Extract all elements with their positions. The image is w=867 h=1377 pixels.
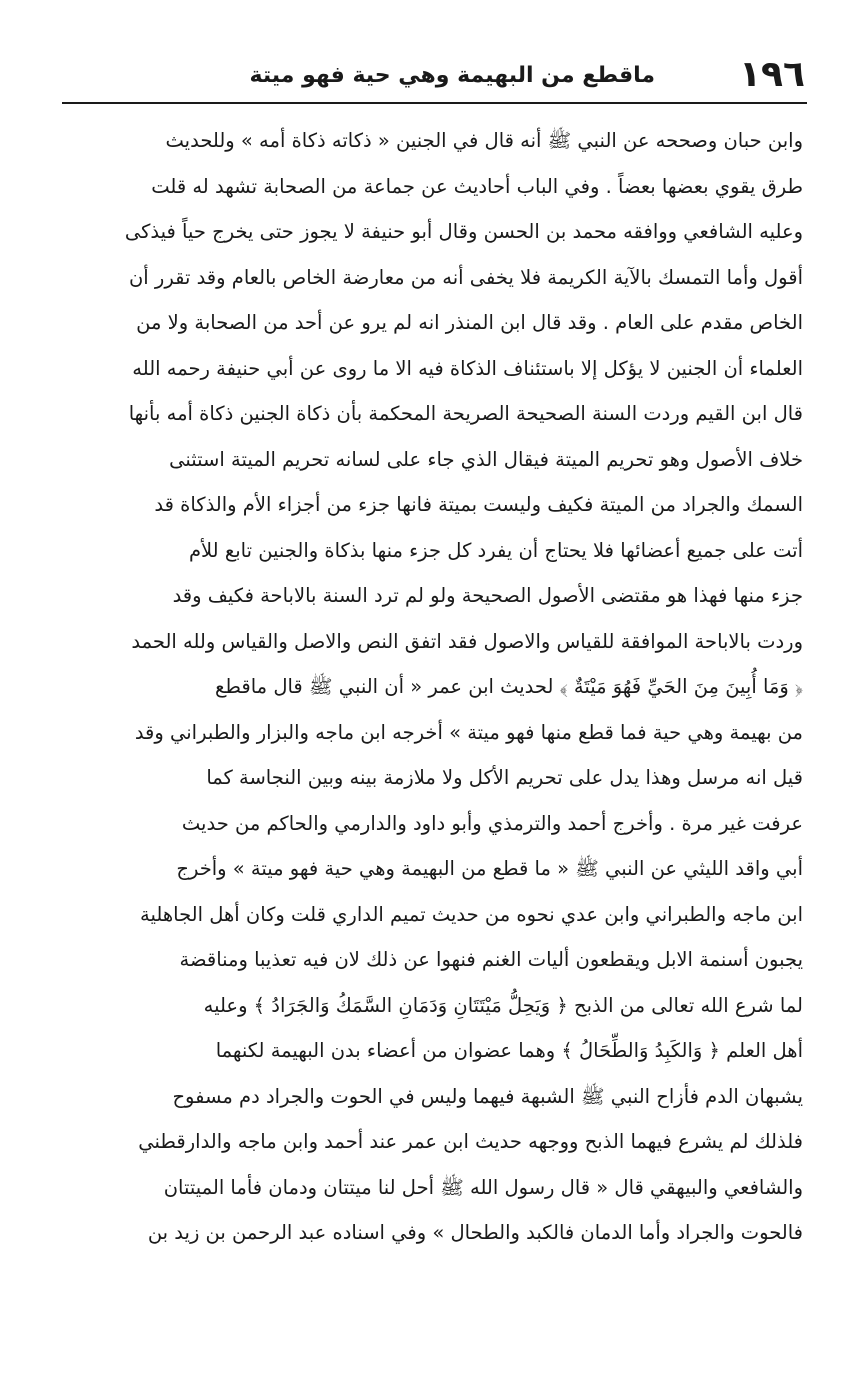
text-line: قال ابن القيم وردت السنة الصحيحة الصريحة المحكمة بأن ذكاة الجنين ذكاة أمه بأنها xyxy=(128,402,803,425)
page-header xyxy=(60,52,805,100)
text-line: يشبهان الدم فأزاح النبي ﷺ الشبهة فيهما وليس في الحوت والجراد دم مسفوح xyxy=(172,1084,803,1108)
text-line: أتت على جميع أعضائها فلا يحتاج أن يفرد كل جزء منها بذكاة والجنين تابع للأم xyxy=(188,538,803,562)
text-line: طرق يقوي بعضها بعضاً . وفي الباب أحاديث عن جماعة من الصحابة تشهد له قلت xyxy=(151,174,803,198)
text-line: خلاف الأصول وهو تحريم الميتة فيقال الذي جاء على لسانه تحريم الميتة استثنى xyxy=(169,447,803,471)
text-line: أقول وأما التمسك بالآية الكريمة فلا يخفى أنه من معارضة الخاص بالعام وقد تقرر أن xyxy=(128,265,803,289)
text-line: والشافعي والبيهقي قال « قال رسول الله ﷺ أحل لنا ميتتان ودمان فأما الميتتان xyxy=(163,1175,803,1199)
text-line: قيل انه مرسل وهذا يدل على تحريم الأكل ولا ملازمة بينه وبين النجاسة كما xyxy=(206,766,803,789)
text-line: جزء منها فهذا هو مقتضى الأصول الصحيحة ولو لم ترد السنة بالاباحة فكيف وقد xyxy=(172,584,803,607)
text-line: من بهيمة وهي حية فما قطع منها فهو ميتة » أخرجه ابن ماجه والبزار والطبراني وقد xyxy=(134,720,803,744)
running-title: ماقطع من البهيمة وهي حية فهو ميتة xyxy=(249,63,655,88)
text-line: وردت بالاباحة الموافقة للقياس والاصول فقد اتفق النص والاصل والقياس ولله الحمد xyxy=(131,629,803,653)
text-line: وابن حبان وصححه عن النبي ﷺ أنه قال في الجنين « ذكاته ذكاة أمه » وللحديث xyxy=(165,129,803,152)
text-line: أبي واقد الليثي عن النبي ﷺ « ما قطع من البهيمة وهي حية فهو ميتة » وأخرج xyxy=(176,857,803,880)
page-number: ١٩٦ xyxy=(739,54,805,95)
text-line: الخاص مقدم على العام . وقد قال ابن المنذر انه لم يرو عن أحد من الصحابة ولا من xyxy=(136,311,803,334)
text-line: أهل العلم ﴿ وَالكَبِدُ وَالطِّحَالُ ﴾ وهما عضوان من أعضاء بدن البهيمة لكنهما xyxy=(215,1039,803,1062)
text-line: العلماء أن الجنين لا يؤكل إلا باستئناف الذكاة فيه الا ما روى عن أبي حنيفة رحمه الله xyxy=(132,356,803,380)
text-line: ابن ماجه والطبراني وابن عدي نحوه من حديث تميم الداري قلت وكان أهل الجاهلية xyxy=(140,902,803,926)
text-line: السمك والجراد من الميتة فكيف وليست بميتة فانها جزء من أجزاء الأم والذكاة قد xyxy=(154,493,803,516)
text-line: عرفت غير مرة . وأخرج أحمد والترمذي وأبو داود والدارمي والحاكم من حديث xyxy=(181,811,803,835)
text-line: يجبون أسنمة الابل ويقطعون أليات الغنم فنهوا عن ذلك لان فيه تعذيبا ومناقضة xyxy=(179,948,803,971)
text-line: فلذلك لم يشرع فيهما الذبح ووجهه حديث ابن عمر عند أحمد وابن ماجه والدارقطني xyxy=(138,1130,803,1153)
body-text xyxy=(68,118,803,1256)
header-rule xyxy=(62,102,807,104)
text-line: لما شرع الله تعالى من الذبح ﴿ وَيَحِلُّ مَيْتَتَانِ وَدَمَانِ السَّمَكُ وَالجَرَادُ ﴾ وعليه xyxy=(203,993,803,1017)
text-line: وعليه الشافعي ووافقه محمد بن الحسن وقال أبو حنيفة لا يجوز حتى يخرج حياً فيذكى xyxy=(124,220,803,243)
text-line: ﴿ وَمَا أُبِينَ مِنَ الحَيِّ فَهُوَ مَيْتَةٌ ﴾ لحديث ابن عمر « أن النبي ﷺ قال ماقطع xyxy=(215,675,803,698)
text-line: فالحوت والجراد وأما الدمان فالكبد والطحال » وفي اسناده عبد الرحمن بن زيد بن xyxy=(147,1221,803,1244)
